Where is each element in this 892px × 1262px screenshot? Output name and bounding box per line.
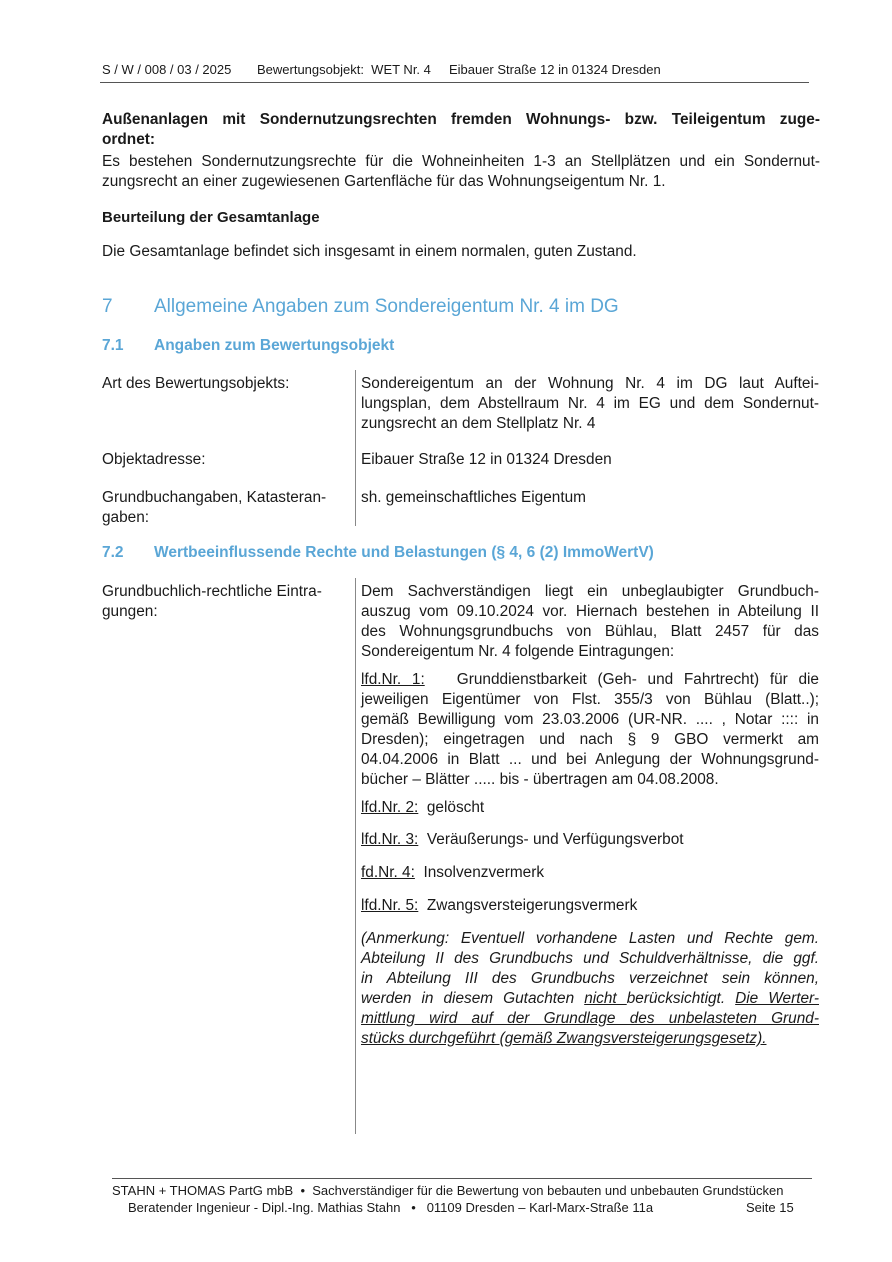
footer-divider [112, 1178, 812, 1179]
section-7-2-title: Wertbeeinflussende Rechte und Belastungen (§ 4, 6 (2) ImmoWertV) [154, 544, 654, 561]
intro-heading: Außenanlagen mit Sondernutzungsrechten fremden Wohnungs- bzw. Teileigentum zuge- ordnet: [102, 111, 820, 148]
footer-person: Beratender Ingenieur - Dipl.-Ing. Mathias Stahn [128, 1200, 401, 1215]
row-value-address: Eibauer Straße 12 in 01324 Dresden [361, 451, 612, 468]
object-address: Eibauer Straße 12 in 01324 Dresden [448, 62, 661, 77]
page-number: Seite 15 [746, 1200, 794, 1215]
row-label-address: Objektadresse: [102, 451, 206, 468]
register-entry-3: lfd.Nr. 3: Veräußerungs- und Verfügungsverbot [361, 831, 684, 848]
assessment-heading: Beurteilung der Gesamtanlage [102, 209, 320, 226]
register-entry-1: lfd.Nr. 1: Grunddienstbarkeit (Geh- und Fahrtrecht) für die jeweiligen Eigentümer von Flst. 355/3 von Bühlau (Blatt..); gemäß Bewilligung vom 23.03.2006 (UR-NR. .... , Notar :::: in Dresden); eingetragen und nach § 9 GBO vermerkt am 04.04.2006 in Blatt ... und bei Anlegung der Wohnungsgrund- bücher – Blätter ..... bis - übertragen am 04.08.2008. [361, 671, 819, 788]
footer-description: Sachverständiger für die Bewertung von bebauten und unbebauten Grundstücken [312, 1183, 784, 1198]
entry-1-label: lfd.Nr. 1: [361, 671, 425, 688]
row-value-object-type: Sondereigentum an der Wohnung Nr. 4 im DG laut Auftei- lungsplan, dem Abstellraum Nr. 4 im EG und dem Sondernut- zungsrecht an dem Stellplatz Nr. 4 [361, 375, 819, 432]
object-id: WET Nr. 4 [371, 62, 431, 77]
row-value-land-register: sh. gemeinschaftliches Eigentum [361, 489, 586, 506]
section-7-2-number: 7.2 [102, 544, 124, 561]
register-remark: (Anmerkung: Eventuell vorhandene Lasten und Rechte gem. Abteilung II des Grundbuchs und Schuldverhältnisse, die ggf. in Abteilung III des Grundbuchs verzeichnet sein können, werden in diesem Gutachten nicht berücksichtigt. Die Werter- mittlung wird auf der Grundlage des unbelasteten Grund- stücks durchgeführt (gemäß Zwangsversteigerungsgesetz). [361, 930, 819, 1047]
section-7-title: Allgemeine Angaben zum Sondereigentum Nr. 4 im DG [154, 296, 619, 317]
section-7-1-number: 7.1 [102, 337, 124, 354]
row-label-register-entries: Grundbuchlich-rechtliche Eintra- gungen: [102, 583, 322, 620]
footer-address: 01109 Dresden – Karl-Marx-Straße 11a [426, 1200, 654, 1215]
bullet-icon: • [296, 1183, 309, 1198]
footer-company: STAHN + THOMAS PartG mbB [112, 1183, 294, 1198]
row-label-land-register: Grundbuchangaben, Katasteran- gaben: [102, 489, 327, 526]
table-divider-7-2 [355, 578, 356, 1134]
register-entry-4: fd.Nr. 4: Insolvenzvermerk [361, 864, 545, 881]
object-info [257, 62, 661, 77]
section-7-1-title: Angaben zum Bewertungsobjekt [154, 337, 395, 354]
register-intro: Dem Sachverständigen liegt ein unbeglaubigter Grundbuch- auszug vom 09.10.2024 vor. Hiernach bestehen in Abteilung II des Wohnungsgrundbuchs von Bühlau, Blatt 2457 für das Sondereigentum Nr. 4 folgende Eintragungen: [361, 583, 819, 660]
register-entry-2: lfd.Nr. 2: gelöscht [361, 799, 485, 816]
document-reference: S / W / 008 / 03 / 2025 [102, 62, 232, 77]
footer-line-1 [112, 1182, 783, 1200]
register-entry-5: lfd.Nr. 5: Zwangsversteigerungsvermerk [361, 897, 638, 914]
row-label-object-type: Art des Bewertungsobjekts: [102, 375, 290, 392]
footer-line-2 [128, 1199, 653, 1217]
assessment-text: Die Gesamtanlage befindet sich insgesamt in einem normalen, guten Zustand. [102, 243, 637, 260]
page-header [102, 62, 683, 77]
table-divider-7-1 [355, 370, 356, 526]
header-divider [100, 82, 809, 83]
bullet-icon: • [404, 1200, 424, 1215]
section-7-number: 7 [102, 296, 113, 317]
intro-paragraph: Es bestehen Sondernutzungsrechte für die Wohneinheiten 1-3 an Stellplätzen und ein Sondernut- zungsrecht an einer zugewiesenen Gartenfläche für das Wohnungseigentum Nr. 1. [102, 153, 820, 190]
object-label: Bewertungsobjekt: [256, 62, 364, 77]
